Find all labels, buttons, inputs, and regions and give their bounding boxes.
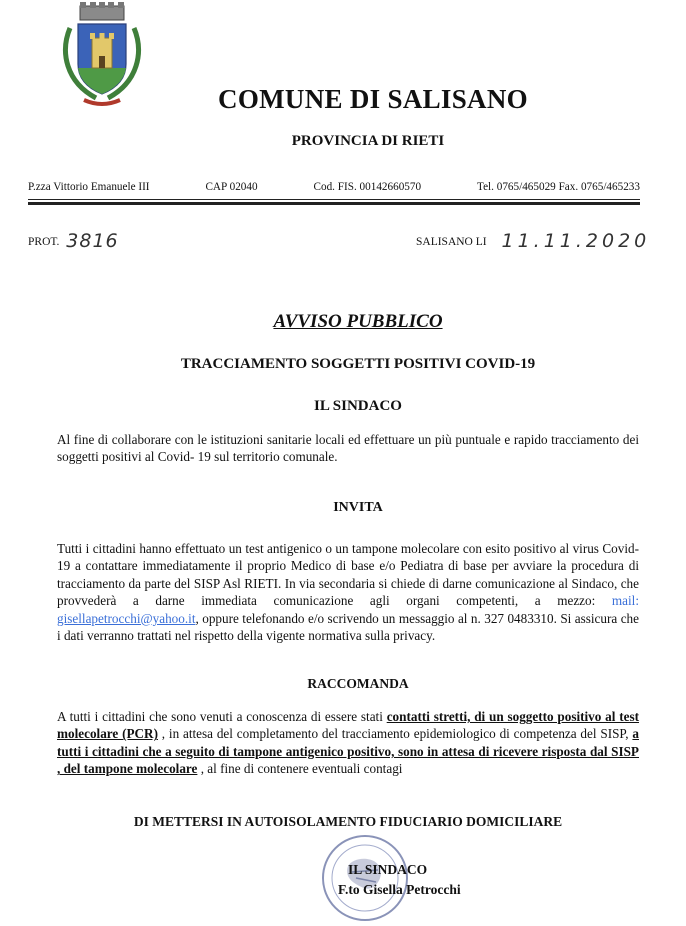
raccomanda-heading: RACCOMANDA <box>307 676 409 691</box>
notice-subject: TRACCIAMENTO SOGGETTI POSITIVI COVID-19 <box>180 356 536 372</box>
handwritten-date: 11.11.2020 <box>501 230 651 252</box>
header-divider-thick <box>28 202 640 205</box>
protocol-number <box>28 230 119 252</box>
intro-paragraph: Al fine di collaborare con le istituzioni sanitarie locali ed effettuare un più puntuale e rapido tracciamento dei soggetti positivi al Covid- 19 sul territorio comunale. <box>57 432 639 465</box>
cap-text: CAP 02040 <box>205 181 258 193</box>
invita-text-2: , oppure telefonando e/o scrivendo un messaggio al n. 327 0483310. Si assicura che i dati verranno trattati nel rispetto della vigente normativa sulla privacy. <box>57 610 639 644</box>
signature-name: F.to Gisella Petrocchi <box>338 882 461 897</box>
phone-fax-text: Tel. 0765/465029 Fax. 0765/465233 <box>477 181 640 193</box>
signature-title: IL SINDACO <box>348 862 428 877</box>
protocol-handwritten-number: 3816 <box>66 230 119 252</box>
racc-text-2: , in attesa del completamento del tracciamento epidemiologico di competenza del SISP, <box>157 726 633 742</box>
page-title: COMUNE DI SALISANO <box>218 84 528 114</box>
racc-emphasis-1: contatti stretti, di un soggetto positivo al test molecolare (PCR) <box>57 709 639 742</box>
fiscal-code-text: Cod. FIS. 00142660570 <box>313 181 422 193</box>
racc-text-1: A tutti i cittadini che sono venuti a conoscenza di essere stati <box>57 709 387 724</box>
mail-link[interactable]: gisellapetrocchi@yahoo.it <box>57 610 196 626</box>
mail-label: mail: <box>611 593 639 609</box>
contact-line <box>28 181 640 193</box>
issuer-heading: IL SINDACO <box>314 398 402 414</box>
place-label: SALISANO LI <box>416 236 487 248</box>
province-subtitle: PROVINCIA DI RIETI <box>291 133 445 149</box>
notice-heading: AVVISO PUBBLICO <box>273 311 443 332</box>
invita-paragraph <box>57 540 639 644</box>
protocol-label: PROT. <box>28 236 60 248</box>
header-divider-thin <box>28 199 640 200</box>
protocol-date <box>416 230 650 252</box>
raccomanda-paragraph <box>57 708 639 778</box>
final-instruction: DI METTERSI IN AUTOISOLAMENTO FIDUCIARIO DOMICILIARE <box>133 814 563 829</box>
invita-heading: INVITA <box>333 500 383 515</box>
racc-text-3: , al fine di contenere eventuali contagi <box>197 761 403 777</box>
address-text: P.zza Vittorio Emanuele III <box>28 181 150 193</box>
invita-text-1: Tutti i cittadini hanno effettuato un test antigenico o un tampone molecolare con esito positivo al virus Covid-19 a contattare immediatamente il proprio Medico di base e/o Pediatra di base per avviare la procedura di tracciamento da parte del SISP Asl RIETI. In via secondaria si chiede di darne comunicazione al Sindaco, che provvederà a darne immediata comunicazione agli organi competenti, a mezzo: <box>57 541 639 609</box>
racc-emphasis-2: a tutti i cittadini che a seguito di tampone antigenico positivo, sono in attesa di ricevere risposta dal SISP , del tampone molecolare <box>57 726 639 777</box>
